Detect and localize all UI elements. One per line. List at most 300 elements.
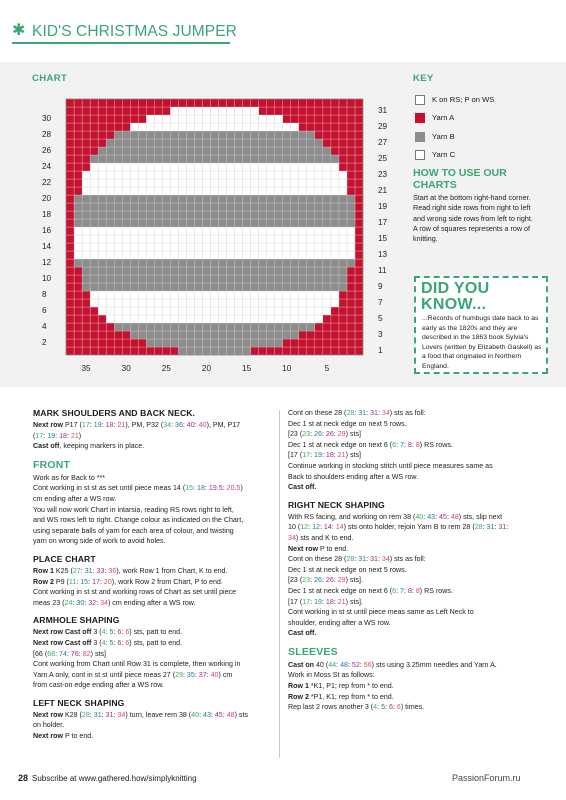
chart-cell [259, 251, 267, 259]
chart-cell [98, 235, 106, 243]
chart-cell [82, 243, 90, 251]
chart-cell [267, 251, 275, 259]
pattern-line [33, 505, 273, 516]
size-value: 43 [203, 710, 211, 719]
chart-cell [210, 275, 218, 283]
chart-cell [74, 171, 82, 179]
chart-cell [355, 291, 363, 299]
chart-cell [291, 339, 299, 347]
chart-cell [122, 283, 130, 291]
pattern-text: : [482, 523, 487, 532]
chart-cell [154, 307, 162, 315]
chart-cell [154, 267, 162, 275]
row-label-right: 19 [378, 202, 388, 212]
chart-cell [90, 99, 98, 107]
chart-cell [323, 115, 331, 123]
size-value: 40 [191, 710, 200, 719]
chart-cell [194, 99, 202, 107]
size-value: 76 [70, 649, 79, 658]
chart-cell [339, 347, 347, 355]
pattern-text: : [113, 710, 118, 719]
size-value: 6 [117, 628, 122, 637]
chart-cell [202, 291, 210, 299]
pattern-text: : [101, 421, 106, 429]
chart-cell [122, 139, 130, 147]
chart-cell [299, 179, 307, 187]
chart-cell [347, 283, 355, 291]
chart-cell [194, 203, 202, 211]
chart-cell [315, 219, 323, 227]
chart-cell [251, 339, 259, 347]
chart-cell [202, 131, 210, 139]
key-label: K on RS; P on WS [432, 95, 495, 104]
chart-cell [194, 219, 202, 227]
chart-cell [90, 235, 98, 243]
chart-cell [291, 195, 299, 203]
chart-cell [315, 99, 323, 107]
chart-cell [339, 107, 347, 115]
size-value: 4 [101, 628, 106, 637]
row-label-right: 9 [378, 282, 383, 292]
chart-cell [210, 235, 218, 243]
chart-cell [275, 283, 283, 291]
chart-cell [235, 331, 243, 339]
pattern-text: Work in Moss St as follows: [288, 671, 375, 680]
chart-cell [331, 195, 339, 203]
chart-cell [267, 203, 275, 211]
chart-cell [243, 347, 251, 355]
size-value: 29 [337, 430, 346, 439]
chart-cell [339, 259, 347, 267]
chart-cell [259, 211, 267, 219]
chart-cell [66, 259, 74, 267]
pattern-text: on holder. [33, 721, 65, 730]
chart-cell [259, 107, 267, 115]
size-value: 26 [325, 430, 334, 439]
chart-cell [235, 227, 243, 235]
chart-cell [90, 291, 98, 299]
chart-cell [259, 299, 267, 307]
pattern-text: : [89, 421, 94, 429]
row-label-right: 11 [378, 266, 387, 276]
pattern-line [33, 441, 273, 452]
chart-cell [122, 99, 130, 107]
chart-cell [74, 163, 82, 171]
pattern-text: : [199, 710, 204, 719]
chart-cell [170, 115, 178, 123]
chart-cell [154, 171, 162, 179]
size-value: 15 [185, 484, 194, 493]
chart-cell [299, 307, 307, 315]
chart-cell [178, 259, 186, 267]
chart-cell [178, 299, 186, 307]
chart-cell [130, 115, 138, 123]
pattern-text: Next row [33, 732, 65, 741]
chart-cell [146, 331, 154, 339]
chart-cell [178, 99, 186, 107]
chart-cell [210, 331, 218, 339]
chart-cell [178, 163, 186, 171]
pattern-text: : [366, 409, 371, 417]
chart-cell [138, 267, 146, 275]
chart-cell [162, 147, 170, 155]
chart-cell [219, 179, 227, 187]
chart-cell [82, 179, 90, 187]
chart-cell [355, 155, 363, 163]
chart-cell [106, 323, 114, 331]
pattern-line [288, 440, 538, 451]
chart-cell [82, 227, 90, 235]
chart-cell [291, 115, 299, 123]
chart-cell [106, 307, 114, 315]
chart-cell [162, 291, 170, 299]
chart-cell [98, 187, 106, 195]
size-value: 74 [59, 649, 67, 658]
chart-cell [251, 139, 259, 147]
size-value: 43 [427, 512, 436, 521]
chart-cell [154, 235, 162, 243]
chart-cell [299, 123, 307, 131]
chart-cell [138, 315, 146, 323]
chart-cell [154, 339, 162, 347]
chart-cell [114, 275, 122, 283]
chart-cell [267, 123, 275, 131]
chart-cell [170, 131, 178, 139]
chart-cell [74, 299, 82, 307]
chart-cell [323, 131, 331, 139]
chart-cell [339, 315, 347, 323]
chart-cell [339, 171, 347, 179]
chart-cell [194, 299, 202, 307]
size-value: 48 [450, 512, 459, 521]
subscribe-link[interactable]: Subscribe at www.gathered.how/simplyknitting [32, 774, 197, 783]
size-value: 21 [70, 431, 79, 440]
chart-cell [227, 187, 235, 195]
chart-cell [283, 163, 291, 171]
chart-cell [130, 291, 138, 299]
chart-cell [339, 99, 347, 107]
pattern-text: : [377, 409, 382, 417]
chart-cell [291, 331, 299, 339]
chart-cell [331, 259, 339, 267]
chart-cell [283, 203, 291, 211]
pattern-line [33, 598, 273, 609]
chart-cell [66, 211, 74, 219]
chart-cell [291, 171, 299, 179]
chart-cell [251, 203, 259, 211]
chart-cell [138, 179, 146, 187]
pattern-text: : [89, 710, 94, 719]
chart-cell [122, 179, 130, 187]
chart-cell [307, 315, 315, 323]
chart-cell [162, 115, 170, 123]
size-value: 37 [198, 670, 207, 679]
chart-cell [202, 267, 210, 275]
pattern-text: [17 ( [288, 451, 303, 460]
chart-cell [90, 275, 98, 283]
pattern-text: ) sts and K to end. [295, 533, 354, 542]
chart-cell [186, 131, 194, 139]
pattern-text: : [310, 576, 315, 585]
chart-cell [323, 291, 331, 299]
chart-cell [74, 283, 82, 291]
chart-cell [98, 155, 106, 163]
pattern-line [288, 522, 538, 533]
chart-cell [291, 283, 299, 291]
chart-cell [138, 147, 146, 155]
chart-cell [275, 131, 283, 139]
pattern-text: : [66, 431, 71, 440]
chart-cell [251, 267, 259, 275]
chart-cell [299, 203, 307, 211]
chart-cell [315, 131, 323, 139]
section-heading: RIGHT NECK SHAPING [288, 499, 385, 510]
section-heading: PLACE CHART [33, 553, 96, 564]
chart-cell [138, 251, 146, 259]
chart-cell [82, 147, 90, 155]
chart-cell [82, 275, 90, 283]
size-value: 23 [302, 430, 311, 439]
chart-cell [315, 235, 323, 243]
key-item [413, 94, 553, 112]
size-value: 40 [210, 670, 219, 679]
pattern-text: : [222, 710, 227, 719]
chart-cell [235, 275, 243, 283]
pattern-line [33, 627, 273, 638]
chart-cell [299, 259, 307, 267]
chart-cell [138, 275, 146, 283]
chart-cell [82, 259, 90, 267]
chart-cell [291, 219, 299, 227]
chart-cell [275, 243, 283, 251]
chart-cell [355, 203, 363, 211]
size-value: 6 [125, 638, 130, 647]
chart-cell [202, 147, 210, 155]
chart-cell [82, 299, 90, 307]
size-value: 34 [100, 598, 108, 607]
chart-cell [66, 275, 74, 283]
chart-cell [114, 315, 122, 323]
chart-cell [323, 171, 331, 179]
chart-cell [275, 235, 283, 243]
chart-cell [219, 307, 227, 315]
chart-cell [267, 275, 275, 283]
chart-cell [162, 99, 170, 107]
chart-cell [202, 195, 210, 203]
pattern-line [33, 494, 273, 505]
size-value: 31 [370, 409, 378, 417]
chart-cell [323, 195, 331, 203]
chart-cell [106, 331, 114, 339]
chart-cell [235, 107, 243, 115]
chart-cell [251, 275, 259, 283]
chart-cell [82, 195, 90, 203]
chart-cell [259, 331, 267, 339]
chart-cell [339, 243, 347, 251]
chart-cell [275, 147, 283, 155]
size-value: 48 [226, 710, 235, 719]
chart-cell [251, 147, 259, 155]
chart-cell [154, 115, 162, 123]
chart-cell [339, 187, 347, 195]
chart-cell [194, 323, 202, 331]
chart-cell [122, 347, 130, 355]
chart-cell [178, 155, 186, 163]
chart-cell [275, 203, 283, 211]
pattern-text: : [403, 586, 408, 595]
chart-cell [122, 155, 130, 163]
pattern-text: : [121, 638, 126, 647]
chart-cell [307, 195, 315, 203]
chart-cell [194, 275, 202, 283]
chart-cell [339, 235, 347, 243]
chart-cell [235, 339, 243, 347]
size-value: 17 [81, 421, 90, 429]
chart-cell [186, 235, 194, 243]
chart-cell [122, 235, 130, 243]
chart-cell [243, 171, 251, 179]
chart-cell [130, 203, 138, 211]
chart-cell [347, 307, 355, 315]
chart-cell [194, 155, 202, 163]
chart-cell [331, 187, 339, 195]
chart-cell [299, 163, 307, 171]
chart-cell [355, 99, 363, 107]
chart-cell [307, 307, 315, 315]
key-label: Yarn B [432, 131, 455, 141]
size-value: 20.5 [226, 484, 241, 493]
pattern-text: : [121, 628, 126, 637]
chart-cell [194, 147, 202, 155]
chart-cell [275, 139, 283, 147]
chart-cell [146, 179, 154, 187]
chart-cell [130, 331, 138, 339]
chart-cell [138, 307, 146, 315]
chart-cell [227, 235, 235, 243]
chart-cell [347, 315, 355, 323]
chart-cell [74, 131, 82, 139]
chart-cell [82, 307, 90, 315]
chart-cell [210, 123, 218, 131]
chart-cell [130, 227, 138, 235]
pattern-section [33, 698, 273, 742]
chart-cell [291, 131, 299, 139]
chart-cell [259, 195, 267, 203]
chart-cell [162, 283, 170, 291]
chart-cell [146, 139, 154, 147]
chart-cell [347, 219, 355, 227]
size-value: 6 [392, 440, 397, 449]
chart-cell [66, 139, 74, 147]
chart-cell [331, 99, 339, 107]
chart-cell [227, 251, 235, 259]
chart-cell [178, 219, 186, 227]
chart-cell [202, 219, 210, 227]
chart-cell [114, 291, 122, 299]
chart-cell [259, 179, 267, 187]
chart-cell [307, 251, 315, 259]
chart-cell [315, 251, 323, 259]
chart-cell [154, 155, 162, 163]
chart-cell [210, 187, 218, 195]
chart-cell [347, 275, 355, 283]
chart-cell [267, 163, 275, 171]
chart-cell [130, 235, 138, 243]
chart-cell [331, 211, 339, 219]
pattern-text: : [347, 660, 352, 669]
chart-cell [355, 227, 363, 235]
chart-cell [339, 291, 347, 299]
chart-cell [219, 259, 227, 267]
row-label-left: 30 [42, 114, 52, 124]
pattern-text: : [321, 451, 326, 460]
chart-cell [331, 219, 339, 227]
chart-cell [186, 259, 194, 267]
chart-cell [267, 219, 275, 227]
pattern-text: *K1, P1; rep from * to end. [310, 682, 394, 691]
row-label-left: 22 [42, 178, 52, 188]
chart-cell [130, 171, 138, 179]
chart-cell [170, 315, 178, 323]
size-value: 27 [72, 566, 81, 575]
chart-cell [210, 203, 218, 211]
chart-cell [66, 251, 74, 259]
chart-cell [243, 131, 251, 139]
chart-cell [299, 339, 307, 347]
chart-cell [235, 219, 243, 227]
chart-cell [194, 347, 202, 355]
chart-cell [331, 291, 339, 299]
chart-cell [98, 163, 106, 171]
chart-cell [339, 227, 347, 235]
chart-cell [315, 315, 323, 323]
chart-cell [90, 315, 98, 323]
page-number: 28 [18, 773, 29, 783]
chart-cell [90, 107, 98, 115]
pattern-text: Cast on [288, 660, 316, 669]
chart-cell [243, 211, 251, 219]
chart-cell [347, 339, 355, 347]
chart-cell [170, 307, 178, 315]
chart-cell [146, 227, 154, 235]
chart-cell [219, 171, 227, 179]
chart-cell [66, 299, 74, 307]
chart-cell [186, 275, 194, 283]
chart-cell [202, 251, 210, 259]
pattern-text: Cont on these 28 ( [288, 409, 347, 417]
row-label-right: 25 [378, 154, 388, 164]
chart-cell [98, 211, 106, 219]
pattern-text: : [411, 440, 416, 449]
chart-cell [130, 275, 138, 283]
row-label-left: 2 [42, 338, 47, 348]
chart-cell [210, 291, 218, 299]
chart-cell [98, 299, 106, 307]
chart-cell [98, 291, 106, 299]
chart-cell [98, 275, 106, 283]
size-value: 18 [105, 421, 114, 429]
chart-cell [138, 211, 146, 219]
chart-cell [283, 347, 291, 355]
chart-cell [299, 323, 307, 331]
pattern-text: Cont working in st st until piece meas same as Left Neck to [288, 608, 474, 617]
chart-cell [114, 147, 122, 155]
chart-cell [259, 219, 267, 227]
chart-cell [315, 107, 323, 115]
chart-cell [186, 155, 194, 163]
chart-cell [74, 155, 82, 163]
chart-cell [243, 243, 251, 251]
